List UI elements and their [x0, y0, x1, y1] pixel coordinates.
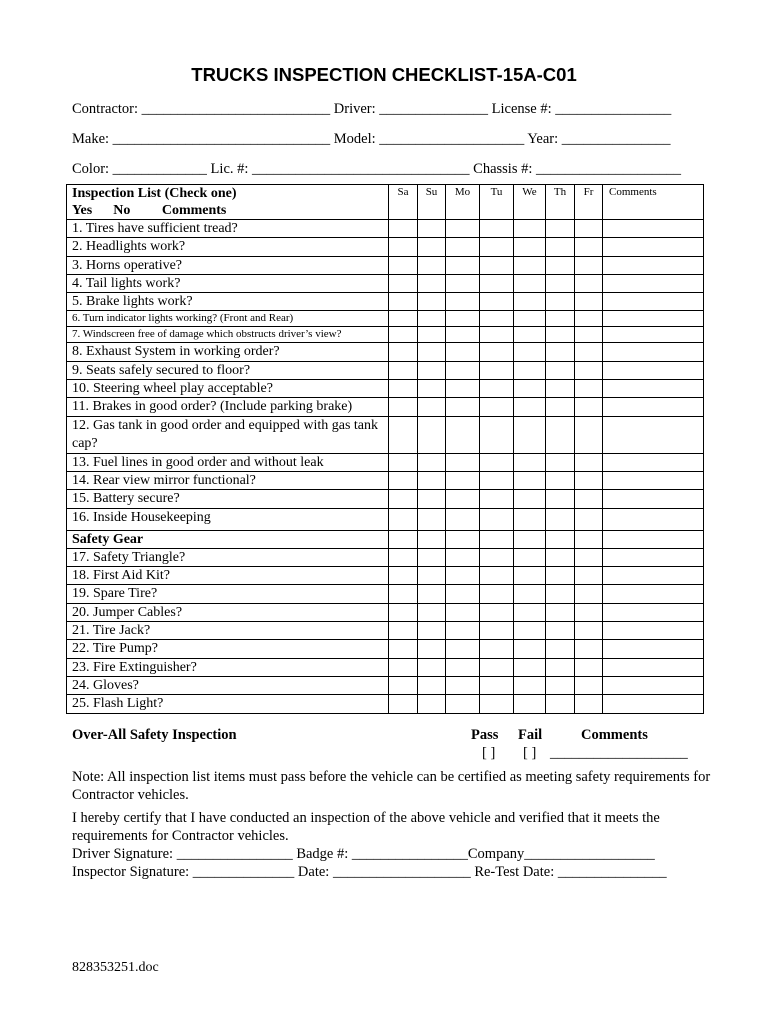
check-cell-tu[interactable]	[480, 293, 514, 311]
comment-cell[interactable]	[603, 416, 704, 453]
safety-gear-heading: Safety Gear	[67, 530, 389, 548]
inspection-table	[66, 184, 704, 714]
check-cell-fr[interactable]	[575, 416, 603, 453]
check-cell-th[interactable]	[546, 471, 575, 489]
check-cell-sa[interactable]	[389, 585, 418, 603]
check-cell-sa[interactable]	[389, 695, 418, 713]
check-cell-tu[interactable]	[480, 603, 514, 621]
table-row	[67, 274, 704, 292]
check-cell-mo[interactable]	[446, 380, 480, 398]
check-cell-th[interactable]	[546, 508, 575, 530]
check-cell-fr[interactable]	[575, 343, 603, 361]
color-lic-chassis-line: Color: _____________ Lic. #: ______________________________ Chassis #: ____________________	[72, 161, 681, 177]
check-cell-tu[interactable]	[480, 567, 514, 585]
check-cell-we[interactable]	[514, 567, 546, 585]
table-header-row	[67, 185, 704, 220]
check-cell-th[interactable]	[546, 343, 575, 361]
check-cell-mo[interactable]	[446, 695, 480, 713]
inspection-item-label: 7. Windscreen free of damage which obstructs driver’s view?	[67, 327, 389, 343]
yes-no-comments-header: Yes No Comments	[72, 203, 227, 218]
check-cell-th[interactable]	[546, 548, 575, 566]
check-cell-th[interactable]	[546, 658, 575, 676]
table-row	[67, 398, 704, 416]
check-cell-tu[interactable]	[480, 490, 514, 508]
check-cell-su[interactable]	[418, 490, 446, 508]
check-cell-mo[interactable]	[446, 585, 480, 603]
check-cell-mo[interactable]	[446, 471, 480, 489]
check-cell-th[interactable]	[546, 416, 575, 453]
check-cell-mo[interactable]	[446, 416, 480, 453]
inspection-item-label: 16. Inside Housekeeping	[67, 508, 389, 530]
check-cell-sa[interactable]	[389, 676, 418, 694]
check-cell-we[interactable]	[514, 658, 546, 676]
check-cell-fr[interactable]	[575, 274, 603, 292]
check-cell-su[interactable]	[418, 658, 446, 676]
check-cell-fr[interactable]	[575, 585, 603, 603]
comment-cell[interactable]	[603, 658, 704, 676]
check-cell-sa[interactable]	[389, 274, 418, 292]
check-cell-th[interactable]	[546, 530, 575, 548]
comment-cell[interactable]	[603, 622, 704, 640]
check-cell-su[interactable]	[418, 256, 446, 274]
check-cell-mo[interactable]	[446, 293, 480, 311]
fail-label: Fail	[518, 727, 543, 743]
check-cell-tu[interactable]	[480, 327, 514, 343]
check-cell-tu[interactable]	[480, 471, 514, 489]
check-cell-tu[interactable]	[480, 695, 514, 713]
comment-cell[interactable]	[603, 361, 704, 379]
check-cell-mo[interactable]	[446, 343, 480, 361]
table-row	[67, 658, 704, 676]
inspection-item-label: 5. Brake lights work?	[67, 293, 389, 311]
check-cell-tu[interactable]	[480, 508, 514, 530]
check-cell-we[interactable]	[514, 380, 546, 398]
check-cell-sa[interactable]	[389, 343, 418, 361]
check-cell-we[interactable]	[514, 508, 546, 530]
comment-cell[interactable]	[603, 398, 704, 416]
check-cell-sa[interactable]	[389, 640, 418, 658]
comment-cell[interactable]	[603, 490, 704, 508]
check-cell-sa[interactable]	[389, 453, 418, 471]
check-cell-su[interactable]	[418, 471, 446, 489]
comment-cell[interactable]	[603, 676, 704, 694]
inspection-item-label: 10. Steering wheel play acceptable?	[67, 380, 389, 398]
comment-cell[interactable]	[603, 343, 704, 361]
check-cell-th[interactable]	[546, 398, 575, 416]
day-header-sa: Sa	[389, 185, 418, 220]
check-cell-tu[interactable]	[480, 274, 514, 292]
check-cell-mo[interactable]	[446, 361, 480, 379]
check-cell-th[interactable]	[546, 490, 575, 508]
check-cell-th[interactable]	[546, 380, 575, 398]
note-paragraph: Note: All inspection list items must pass before the vehicle can be certified as meeting safety requirements for Contractor vehicles.	[72, 769, 711, 803]
check-cell-mo[interactable]	[446, 256, 480, 274]
comment-cell[interactable]	[603, 508, 704, 530]
check-cell-th[interactable]	[546, 238, 575, 256]
check-cell-fr[interactable]	[575, 640, 603, 658]
check-cell-sa[interactable]	[389, 548, 418, 566]
inspection-item-label: 25. Flash Light?	[67, 695, 389, 713]
inspection-item-label: 18. First Aid Kit?	[67, 567, 389, 585]
comments-label: Comments	[581, 727, 648, 743]
check-cell-we[interactable]	[514, 293, 546, 311]
fail-checkbox[interactable]: [ ]	[523, 745, 537, 761]
check-cell-sa[interactable]	[389, 220, 418, 238]
check-cell-sa[interactable]	[389, 416, 418, 453]
check-cell-we[interactable]	[514, 274, 546, 292]
comment-cell[interactable]	[603, 453, 704, 471]
comment-cell[interactable]	[603, 640, 704, 658]
table-row	[67, 361, 704, 379]
inspection-item-label: 4. Tail lights work?	[67, 274, 389, 292]
inspector-signature-line: Inspector Signature: ______________ Date: ___________________ Re-Test Date: _______________	[72, 864, 667, 880]
inspection-item-label: 9. Seats safely secured to floor?	[67, 361, 389, 379]
check-cell-we[interactable]	[514, 327, 546, 343]
check-cell-fr[interactable]	[575, 256, 603, 274]
check-cell-tu[interactable]	[480, 640, 514, 658]
table-row	[67, 453, 704, 471]
check-cell-fr[interactable]	[575, 238, 603, 256]
check-cell-su[interactable]	[418, 530, 446, 548]
check-cell-th[interactable]	[546, 585, 575, 603]
inspection-item-label: 1. Tires have sufficient tread?	[67, 220, 389, 238]
pass-checkbox[interactable]: [ ]	[482, 745, 496, 761]
check-cell-sa[interactable]	[389, 293, 418, 311]
comment-cell[interactable]	[603, 327, 704, 343]
check-cell-sa[interactable]	[389, 380, 418, 398]
inspection-item-label: 20. Jumper Cables?	[67, 603, 389, 621]
check-cell-th[interactable]	[546, 453, 575, 471]
check-cell-th[interactable]	[546, 256, 575, 274]
check-cell-fr[interactable]	[575, 622, 603, 640]
check-cell-tu[interactable]	[480, 361, 514, 379]
inspection-list-title: Inspection List (Check one)	[72, 186, 237, 201]
check-cell-fr[interactable]	[575, 471, 603, 489]
check-cell-mo[interactable]	[446, 274, 480, 292]
check-cell-we[interactable]	[514, 695, 546, 713]
check-cell-mo[interactable]	[446, 220, 480, 238]
check-cell-sa[interactable]	[389, 327, 418, 343]
check-cell-sa[interactable]	[389, 658, 418, 676]
check-cell-we[interactable]	[514, 548, 546, 566]
check-cell-tu[interactable]	[480, 398, 514, 416]
inspection-item-label: 2. Headlights work?	[67, 238, 389, 256]
check-cell-th[interactable]	[546, 676, 575, 694]
comments-header: Comments	[603, 185, 704, 220]
comment-cell[interactable]	[603, 548, 704, 566]
check-cell-we[interactable]	[514, 490, 546, 508]
check-cell-sa[interactable]	[389, 311, 418, 327]
make-model-year-line: Make: ______________________________ Model: ____________________ Year: _______________	[72, 131, 671, 147]
check-cell-tu[interactable]	[480, 658, 514, 676]
check-cell-we[interactable]	[514, 471, 546, 489]
check-cell-su[interactable]	[418, 508, 446, 530]
check-cell-fr[interactable]	[575, 453, 603, 471]
check-cell-we[interactable]	[514, 640, 546, 658]
check-cell-su[interactable]	[418, 622, 446, 640]
check-cell-fr[interactable]	[575, 530, 603, 548]
table-row	[67, 622, 704, 640]
check-cell-tu[interactable]	[480, 676, 514, 694]
check-cell-fr[interactable]	[575, 658, 603, 676]
check-cell-tu[interactable]	[480, 380, 514, 398]
check-cell-tu[interactable]	[480, 585, 514, 603]
inspection-item-label: 11. Brakes in good order? (Include parking brake)	[67, 398, 389, 416]
table-row	[67, 695, 704, 713]
comment-cell[interactable]	[603, 471, 704, 489]
table-row	[67, 640, 704, 658]
comment-cell[interactable]	[603, 380, 704, 398]
check-cell-su[interactable]	[418, 603, 446, 621]
check-cell-mo[interactable]	[446, 311, 480, 327]
check-cell-mo[interactable]	[446, 508, 480, 530]
check-cell-su[interactable]	[418, 585, 446, 603]
check-cell-su[interactable]	[418, 293, 446, 311]
comment-cell[interactable]	[603, 585, 704, 603]
table-row	[67, 490, 704, 508]
inspection-item-label: 15. Battery secure?	[67, 490, 389, 508]
check-cell-fr[interactable]	[575, 676, 603, 694]
check-cell-th[interactable]	[546, 640, 575, 658]
inspection-item-label: 22. Tire Pump?	[67, 640, 389, 658]
check-cell-th[interactable]	[546, 603, 575, 621]
table-row	[67, 471, 704, 489]
check-cell-sa[interactable]	[389, 567, 418, 585]
table-row	[67, 311, 704, 327]
check-cell-we[interactable]	[514, 398, 546, 416]
check-cell-fr[interactable]	[575, 548, 603, 566]
check-cell-su[interactable]	[418, 343, 446, 361]
day-header-we: We	[514, 185, 546, 220]
check-cell-we[interactable]	[514, 256, 546, 274]
check-cell-th[interactable]	[546, 220, 575, 238]
table-row	[67, 327, 704, 343]
check-cell-fr[interactable]	[575, 380, 603, 398]
check-cell-fr[interactable]	[575, 398, 603, 416]
inspection-list-header	[67, 185, 389, 220]
comment-cell[interactable]	[603, 530, 704, 548]
check-cell-fr[interactable]	[575, 508, 603, 530]
check-cell-mo[interactable]	[446, 453, 480, 471]
check-cell-fr[interactable]	[575, 361, 603, 379]
check-cell-th[interactable]	[546, 695, 575, 713]
check-cell-sa[interactable]	[389, 508, 418, 530]
check-cell-tu[interactable]	[480, 311, 514, 327]
check-cell-sa[interactable]	[389, 256, 418, 274]
check-cell-fr[interactable]	[575, 327, 603, 343]
check-cell-we[interactable]	[514, 416, 546, 453]
inspection-item-label: 24. Gloves?	[67, 676, 389, 694]
comment-cell[interactable]	[603, 274, 704, 292]
check-cell-sa[interactable]	[389, 603, 418, 621]
check-cell-su[interactable]	[418, 398, 446, 416]
table-row	[67, 676, 704, 694]
inspection-item-label: 23. Fire Extinguisher?	[67, 658, 389, 676]
check-cell-we[interactable]	[514, 220, 546, 238]
table-row	[67, 548, 704, 566]
inspection-item-label: 13. Fuel lines in good order and without leak	[67, 453, 389, 471]
check-cell-th[interactable]	[546, 622, 575, 640]
table-row	[67, 238, 704, 256]
check-cell-fr[interactable]	[575, 567, 603, 585]
comment-cell[interactable]	[603, 311, 704, 327]
check-cell-fr[interactable]	[575, 603, 603, 621]
check-cell-su[interactable]	[418, 327, 446, 343]
document-title: TRUCKS INSPECTION CHECKLIST-15A-C01	[191, 64, 577, 85]
contractor-driver-license-line: Contractor: __________________________ Driver: _______________ License #: ________________	[72, 101, 672, 117]
day-header-su: Su	[418, 185, 446, 220]
table-row	[67, 416, 704, 453]
check-cell-th[interactable]	[546, 293, 575, 311]
check-cell-su[interactable]	[418, 676, 446, 694]
check-cell-we[interactable]	[514, 343, 546, 361]
check-cell-we[interactable]	[514, 530, 546, 548]
check-cell-su[interactable]	[418, 695, 446, 713]
check-cell-we[interactable]	[514, 585, 546, 603]
check-cell-mo[interactable]	[446, 640, 480, 658]
table-row	[67, 256, 704, 274]
comment-cell[interactable]	[603, 567, 704, 585]
check-cell-sa[interactable]	[389, 490, 418, 508]
comment-cell[interactable]	[603, 256, 704, 274]
check-cell-sa[interactable]	[389, 238, 418, 256]
check-cell-fr[interactable]	[575, 311, 603, 327]
check-cell-sa[interactable]	[389, 361, 418, 379]
check-cell-we[interactable]	[514, 603, 546, 621]
day-header-fr: Fr	[575, 185, 603, 220]
inspection-item-label: 14. Rear view mirror functional?	[67, 471, 389, 489]
comment-cell[interactable]	[603, 220, 704, 238]
table-row	[67, 293, 704, 311]
table-row	[67, 220, 704, 238]
check-cell-mo[interactable]	[446, 622, 480, 640]
table-row	[67, 508, 704, 530]
check-cell-we[interactable]	[514, 676, 546, 694]
check-cell-we[interactable]	[514, 622, 546, 640]
check-cell-sa[interactable]	[389, 398, 418, 416]
table-row	[67, 603, 704, 621]
check-cell-su[interactable]	[418, 311, 446, 327]
check-cell-su[interactable]	[418, 453, 446, 471]
check-cell-tu[interactable]	[480, 238, 514, 256]
check-cell-mo[interactable]	[446, 658, 480, 676]
inspection-item-label: 6. Turn indicator lights working? (Front and Rear)	[67, 311, 389, 327]
check-cell-sa[interactable]	[389, 622, 418, 640]
check-cell-su[interactable]	[418, 567, 446, 585]
comment-cell[interactable]	[603, 695, 704, 713]
check-cell-tu[interactable]	[480, 416, 514, 453]
check-cell-tu[interactable]	[480, 453, 514, 471]
check-cell-su[interactable]	[418, 274, 446, 292]
check-cell-th[interactable]	[546, 311, 575, 327]
table-row	[67, 343, 704, 361]
check-cell-su[interactable]	[418, 361, 446, 379]
comment-cell[interactable]	[603, 603, 704, 621]
overall-comments-field[interactable]: ___________________	[550, 745, 688, 761]
check-cell-th[interactable]	[546, 361, 575, 379]
check-cell-fr[interactable]	[575, 293, 603, 311]
check-cell-mo[interactable]	[446, 398, 480, 416]
table-row	[67, 585, 704, 603]
check-cell-mo[interactable]	[446, 548, 480, 566]
comment-cell[interactable]	[603, 238, 704, 256]
day-header-th: Th	[546, 185, 575, 220]
check-cell-sa[interactable]	[389, 530, 418, 548]
table-row	[67, 380, 704, 398]
check-cell-mo[interactable]	[446, 676, 480, 694]
check-cell-tu[interactable]	[480, 220, 514, 238]
check-cell-tu[interactable]	[480, 548, 514, 566]
certification-paragraph: I hereby certify that I have conducted an inspection of the above vehicle and verified that it meets the requirements for Contractor vehicles.	[72, 810, 660, 844]
pass-label: Pass	[471, 727, 499, 743]
driver-signature-line: Driver Signature: ________________ Badge #: ________________Company__________________	[72, 846, 655, 862]
check-cell-su[interactable]	[418, 416, 446, 453]
document-filename: 828353251.doc	[72, 960, 159, 975]
check-cell-mo[interactable]	[446, 567, 480, 585]
inspection-item-label: 12. Gas tank in good order and equipped with gas tank cap?	[67, 416, 389, 453]
inspection-item-label: 3. Horns operative?	[67, 256, 389, 274]
check-cell-we[interactable]	[514, 311, 546, 327]
check-cell-su[interactable]	[418, 640, 446, 658]
check-cell-tu[interactable]	[480, 343, 514, 361]
day-header-mo: Mo	[446, 185, 480, 220]
day-header-tu: Tu	[480, 185, 514, 220]
inspection-item-label: 21. Tire Jack?	[67, 622, 389, 640]
check-cell-su[interactable]	[418, 238, 446, 256]
check-cell-su[interactable]	[418, 548, 446, 566]
check-cell-mo[interactable]	[446, 238, 480, 256]
check-cell-fr[interactable]	[575, 220, 603, 238]
check-cell-mo[interactable]	[446, 603, 480, 621]
check-cell-mo[interactable]	[446, 490, 480, 508]
inspection-item-label: 17. Safety Triangle?	[67, 548, 389, 566]
check-cell-tu[interactable]	[480, 256, 514, 274]
check-cell-th[interactable]	[546, 327, 575, 343]
check-cell-th[interactable]	[546, 274, 575, 292]
check-cell-su[interactable]	[418, 220, 446, 238]
inspection-item-label: 8. Exhaust System in working order?	[67, 343, 389, 361]
table-row	[67, 567, 704, 585]
check-cell-mo[interactable]	[446, 327, 480, 343]
comment-cell[interactable]	[603, 293, 704, 311]
check-cell-th[interactable]	[546, 567, 575, 585]
overall-inspection-label: Over-All Safety Inspection	[72, 727, 237, 743]
check-cell-mo[interactable]	[446, 530, 480, 548]
check-cell-su[interactable]	[418, 380, 446, 398]
safety-gear-heading-row	[67, 530, 704, 548]
check-cell-sa[interactable]	[389, 471, 418, 489]
check-cell-we[interactable]	[514, 453, 546, 471]
check-cell-tu[interactable]	[480, 622, 514, 640]
check-cell-fr[interactable]	[575, 490, 603, 508]
check-cell-fr[interactable]	[575, 695, 603, 713]
check-cell-we[interactable]	[514, 361, 546, 379]
inspection-item-label: 19. Spare Tire?	[67, 585, 389, 603]
check-cell-we[interactable]	[514, 238, 546, 256]
check-cell-tu[interactable]	[480, 530, 514, 548]
